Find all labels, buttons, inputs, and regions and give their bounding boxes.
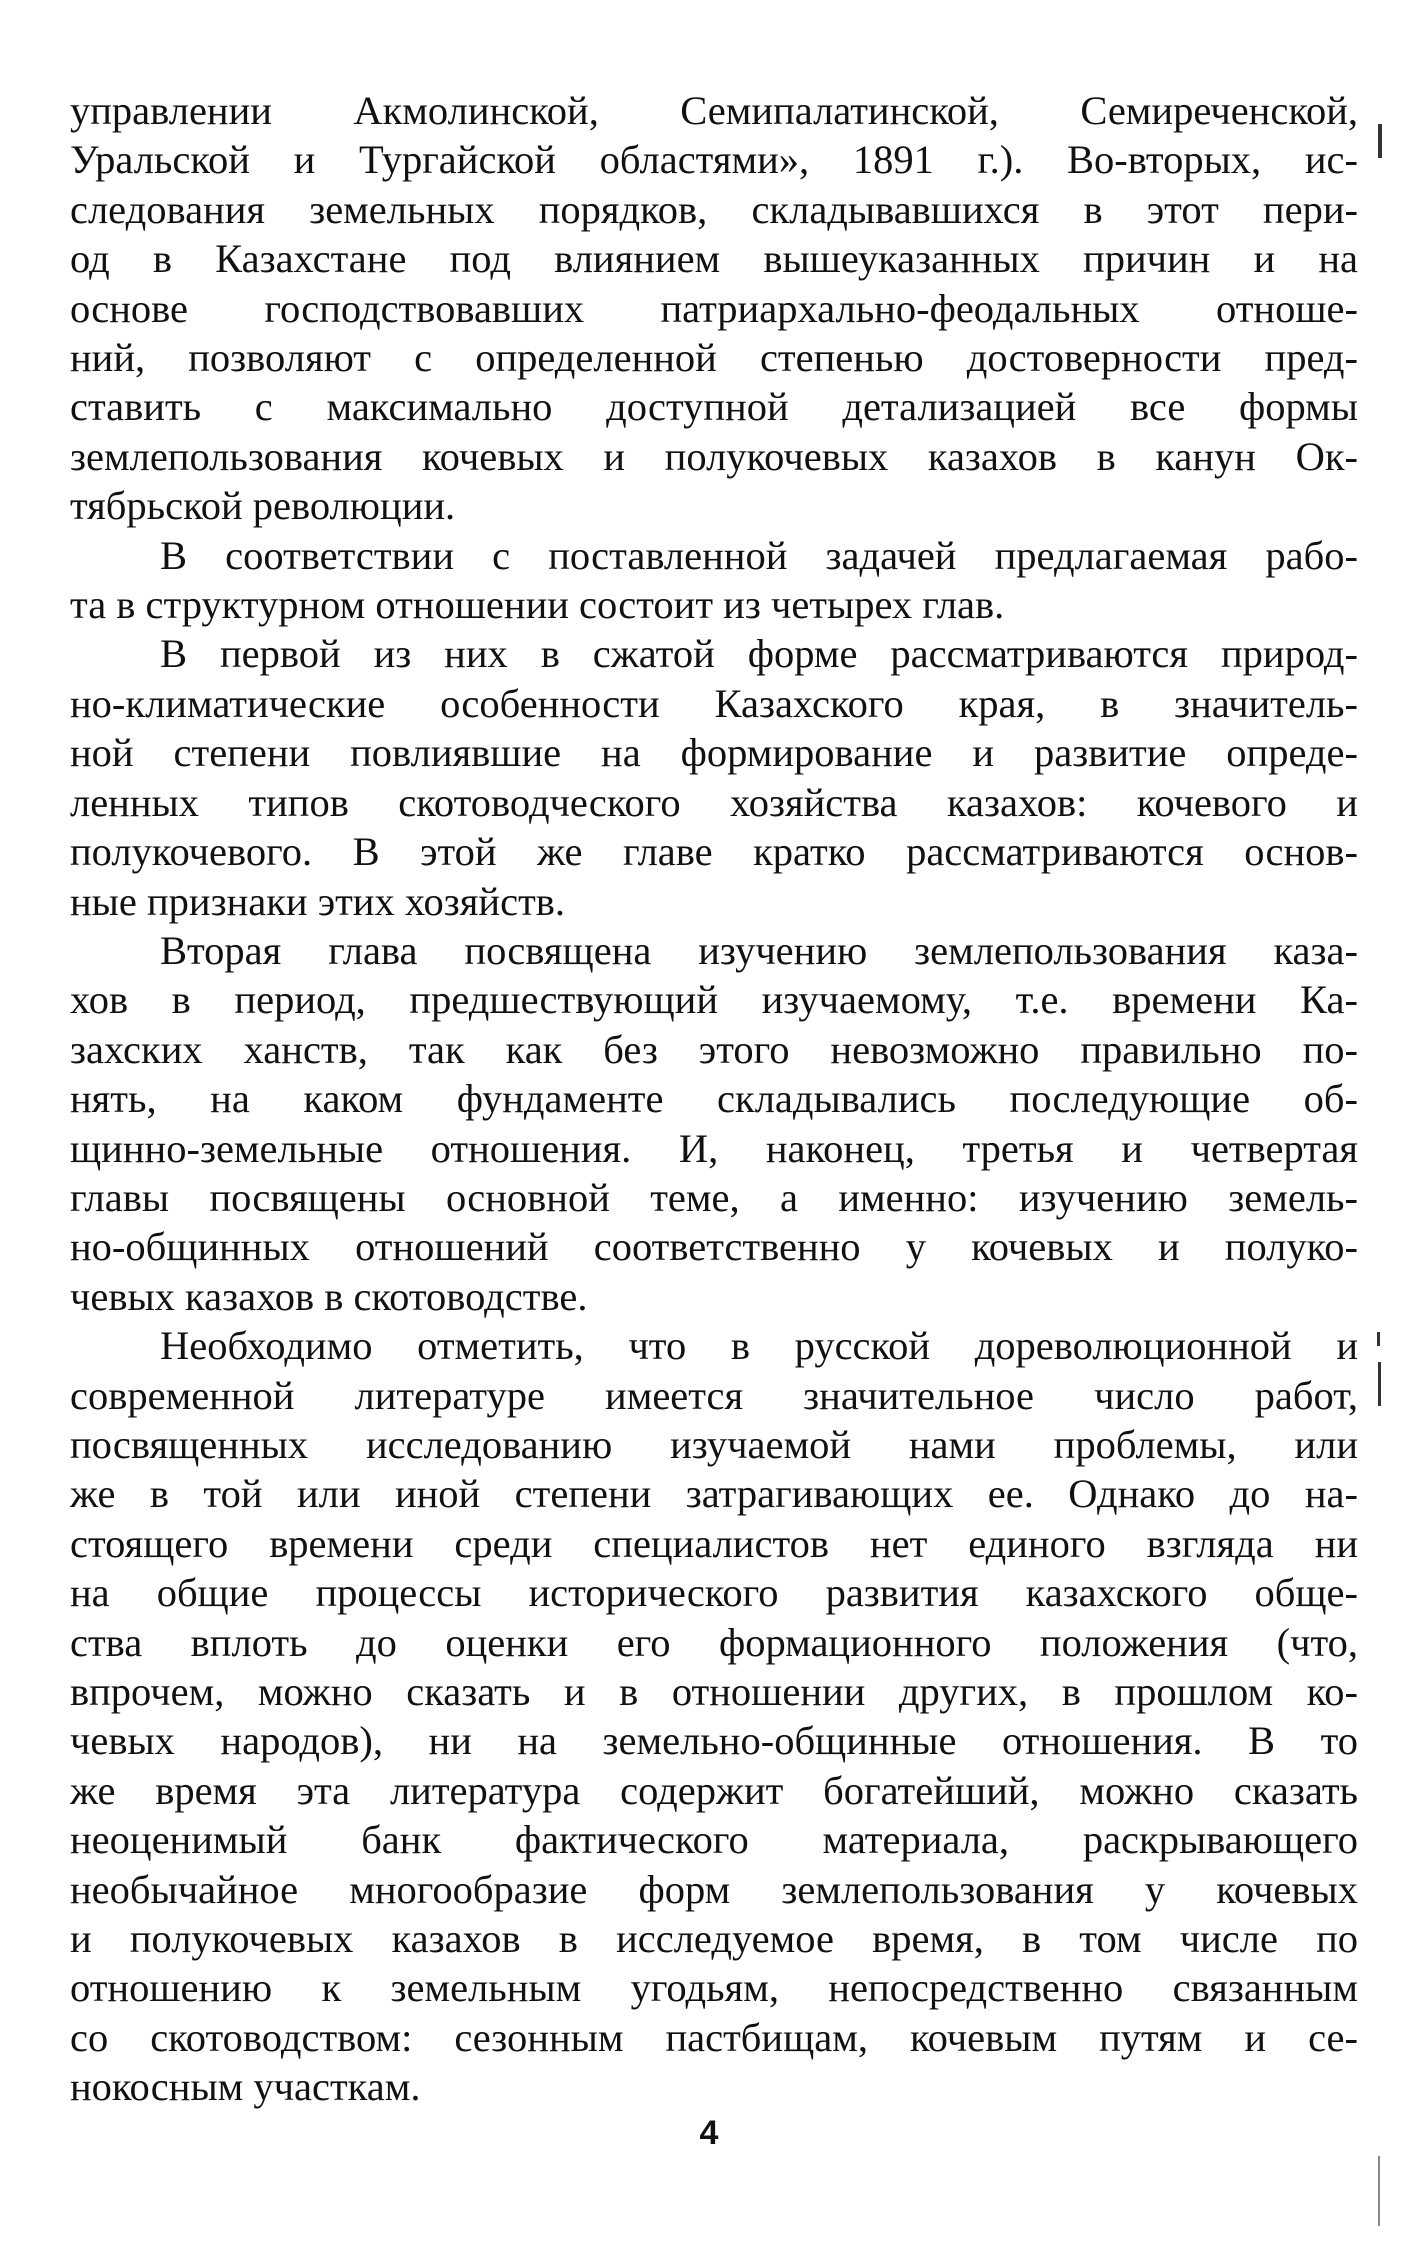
text-line: неоценимый банк фактического материала, раскрывающего <box>70 1817 1358 1863</box>
text-line: нокосным участкам. <box>70 2064 421 2110</box>
text-line: управлении Акмолинской, Семипалатинской, Семиреченской, <box>70 88 1358 133</box>
text-line: но-общинных отношений соответственно у кочевых и полуко- <box>70 1224 1358 1270</box>
paragraph-2 <box>70 531 1358 630</box>
paragraph-3 <box>70 629 1358 925</box>
text-line: стоящего времени среди специалистов нет единого взгляда ни <box>70 1520 1358 1566</box>
text-line: ленных типов скотоводческого хозяйства казахов: кочевого и <box>70 779 1358 825</box>
text-line: Уральской и Тургайской областями», 1891 г.). Во-вторых, ис- <box>70 137 1358 183</box>
page-number: 4 <box>699 2114 719 2152</box>
text-line: чевых казахов в скотоводстве. <box>70 1273 588 1319</box>
text-line: же в той или иной степени затрагивающих ее. Однако до на- <box>70 1471 1358 1517</box>
text-line: посвященных исследованию изучаемой нами проблемы, или <box>70 1421 1358 1467</box>
scan-artifact <box>1378 2156 1380 2226</box>
text-line: же время эта литература содержит богатейший, можно сказать <box>70 1767 1358 1813</box>
text-line: хов в период, предшествующий изучаемому, т.е. времени Ка- <box>70 977 1358 1023</box>
text-line: захских ханств, так как без этого невозможно правильно по- <box>70 1026 1358 1072</box>
text-line: щинно-земельные отношения. И, наконец, третья и четвертая <box>70 1125 1358 1171</box>
text-line: ний, позволяют с определенной степенью достоверности пред- <box>70 335 1358 381</box>
text-line: следования земельных порядков, складывавшихся в этот пери- <box>70 186 1358 232</box>
text-line: впрочем, можно сказать и в отношении других, в прошлом ко- <box>70 1669 1358 1714</box>
text-line: отношению к земельным угодьям, непосредственно связанным <box>70 1965 1358 2011</box>
paragraph-1 <box>70 86 1358 531</box>
scan-artifact <box>1377 1332 1380 1346</box>
text-line: и полукочевых казахов в исследуемое время, в том числе по <box>70 1916 1358 1962</box>
text-line: необычайное многообразие форм землепользования у кочевых <box>70 1866 1358 1912</box>
text-line: та в структурном отношении состоит из четырех глав. <box>70 582 1005 628</box>
text-line: ной степени повлиявшие на формирование и развитие опреде- <box>70 730 1358 776</box>
text-line: тябрьской революции. <box>70 483 456 529</box>
paragraph-5 <box>70 1321 1358 2112</box>
text-line: нять, на каком фундаменте складывались последующие об- <box>70 1076 1358 1122</box>
text-line: ные признаки этих хозяйств. <box>70 878 566 924</box>
text-line: на общие процессы исторического развития казахского обще- <box>70 1570 1358 1616</box>
text-line: од в Казахстане под влиянием вышеуказанных причин и на <box>70 236 1358 282</box>
scan-artifact <box>1378 124 1382 158</box>
text-line: чевых народов), ни на земельно-общинные отношения. В то <box>70 1718 1358 1764</box>
text-line: основе господствовавших патриархально-феодальных отноше- <box>70 285 1358 331</box>
text-line: главы посвящены основной теме, а именно: изучению земель- <box>70 1174 1358 1220</box>
scan-artifact <box>1378 1362 1381 1406</box>
text-line: ства вплоть до оценки его формационного положения (что, <box>70 1619 1358 1665</box>
page-body <box>70 86 1358 2112</box>
text-line: В соответствии с поставленной задачей предлагаемая рабо- <box>160 532 1358 578</box>
text-line: полукочевого. В этой же главе кратко рассматриваются основ- <box>70 829 1358 875</box>
paragraph-4 <box>70 926 1358 1321</box>
text-line: Вторая глава посвящена изучению землепользования каза- <box>160 927 1358 973</box>
text-line: ставить с максимально доступной детализацией все формы <box>70 384 1358 430</box>
text-line: Необходимо отметить, что в русской дореволюционной и <box>160 1323 1358 1369</box>
text-line: но-климатические особенности Казахского края, в значитель- <box>70 680 1358 726</box>
text-line: землепользования кочевых и полукочевых казахов в канун Ок- <box>70 433 1358 479</box>
text-line: В первой из них в сжатой форме рассматриваются природ- <box>160 631 1358 677</box>
text-line: современной литературе имеется значительное число работ, <box>70 1372 1358 1418</box>
text-line: со скотоводством: сезонным пастбищам, кочевым путям и се- <box>70 2014 1358 2060</box>
